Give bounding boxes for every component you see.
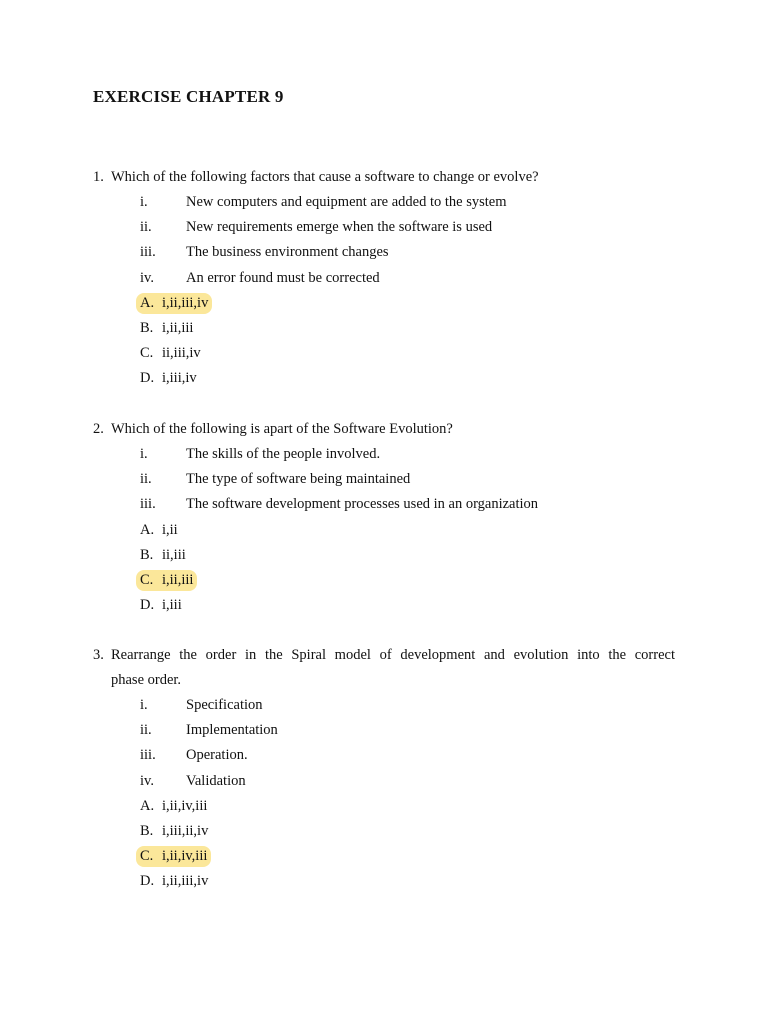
question-line-continued: [93, 668, 675, 693]
answer-option-b: B. i,ii,iii: [140, 319, 194, 336]
list-item-text: Implementation: [186, 722, 278, 739]
list-item-number: ii.: [140, 219, 152, 236]
list-item: [93, 769, 675, 794]
list-item-number: i.: [140, 194, 148, 210]
list-item-text: New requirements emerge when the software is used: [186, 219, 493, 236]
list-item-text: The skills of the people involved.: [186, 446, 381, 462]
list-item: [93, 442, 675, 467]
question-3: [93, 643, 675, 895]
list-item: [93, 693, 675, 718]
list-item-number: iii.: [140, 244, 156, 261]
list-item-text: Operation.: [186, 747, 248, 764]
question-1: [93, 165, 675, 392]
list-item-number: ii.: [140, 722, 152, 739]
list-item-number: iv.: [140, 772, 154, 789]
list-item: [93, 743, 675, 768]
page-title: EXERCISE CHAPTER 9: [93, 87, 284, 106]
list-item-number: iii.: [140, 496, 156, 513]
question-text: Rearrange the order in the Spiral model of development and evolution into the correct: [111, 647, 675, 663]
list-item-number: iii.: [140, 747, 156, 764]
answer-option-b: B. ii,iii: [140, 546, 186, 563]
question-number: 2.: [93, 421, 104, 437]
question-2: [93, 417, 675, 618]
list-item-text: The software development processes used in an organization: [186, 496, 539, 513]
list-item: [93, 215, 675, 240]
answer-option-a: A. i,ii: [140, 521, 178, 538]
answer-option-c: C. i,ii,iii: [136, 570, 197, 591]
list-item: [93, 190, 675, 215]
list-item-number: iv.: [140, 269, 154, 286]
answer-option-c: C. ii,iii,iv: [140, 345, 201, 362]
list-item-text: The business environment changes: [186, 244, 389, 261]
list-item-text: The type of software being maintained: [186, 471, 411, 488]
list-item-text: Specification: [186, 697, 263, 713]
question-number: 1.: [93, 169, 104, 185]
list-item: [93, 240, 675, 265]
question-text: Which of the following is apart of the Software Evolution?: [111, 421, 453, 437]
answer-option-d: D. i,ii,iii,iv: [140, 873, 209, 890]
question-number: 3.: [93, 647, 104, 663]
list-item: [93, 266, 675, 291]
list-item-text: Validation: [186, 772, 246, 789]
list-item: [93, 467, 675, 492]
list-item-text: An error found must be corrected: [186, 269, 380, 286]
question-line: [93, 417, 675, 442]
answer-option-a: A. i,ii,iv,iii: [140, 797, 208, 814]
list-item-text: New computers and equipment are added to the system: [186, 194, 507, 210]
list-item-number: i.: [140, 697, 148, 713]
list-item-number: ii.: [140, 471, 152, 488]
question-line: [93, 165, 675, 190]
answer-option-a: A. i,ii,iii,iv: [136, 293, 212, 314]
answer-option-b: B. i,iii,ii,iv: [140, 822, 209, 839]
answer-option-d: D. i,iii: [140, 597, 182, 614]
list-item: [93, 718, 675, 743]
list-item-number: i.: [140, 446, 148, 462]
answer-option-d: D. i,iii,iv: [140, 370, 197, 387]
list-item: [93, 492, 675, 517]
question-line: [93, 643, 675, 668]
question-text: Which of the following factors that cause a software to change or evolve?: [111, 169, 539, 185]
answer-option-c: C. i,ii,iv,iii: [136, 846, 211, 867]
question-text-continued: phase order.: [111, 672, 182, 688]
